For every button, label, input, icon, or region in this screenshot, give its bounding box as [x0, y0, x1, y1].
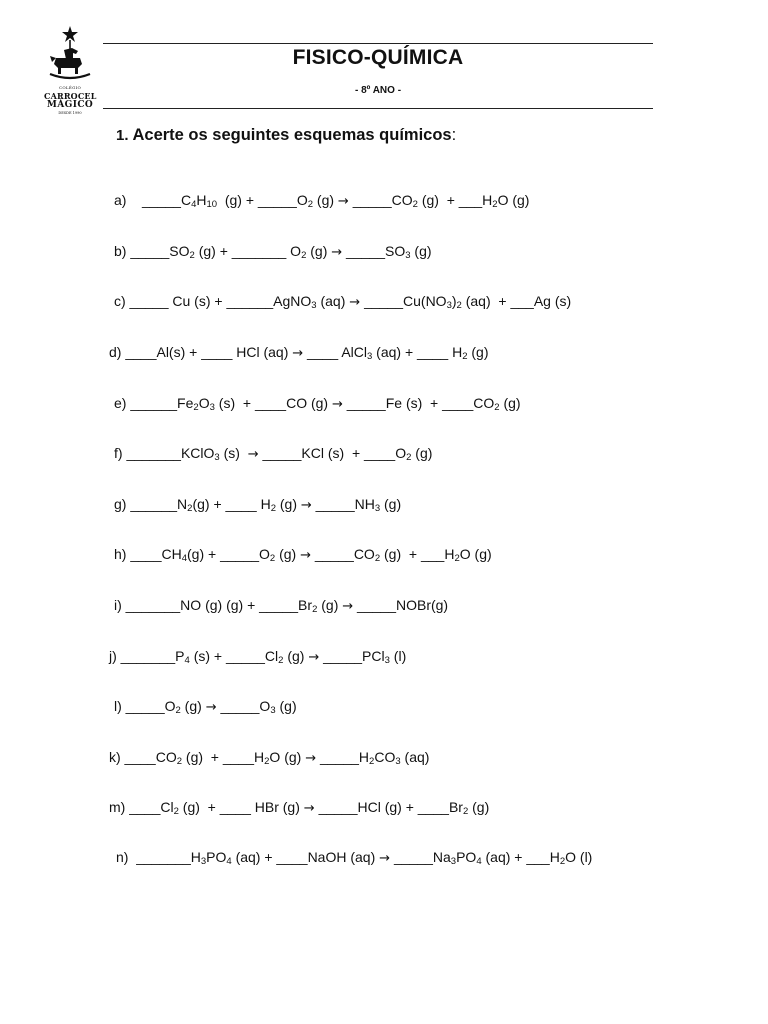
subscript: 2: [559, 856, 566, 867]
subscript: 10: [206, 199, 218, 210]
subscript: 3: [270, 705, 276, 716]
subscript: 2: [456, 300, 462, 311]
equation-text: ____CH: [126, 546, 182, 562]
subscript: 2: [412, 199, 418, 210]
equation-text: (g): [499, 395, 521, 411]
subscript: 2: [307, 199, 314, 210]
equation-text: (g): [180, 698, 206, 714]
reaction-arrow-icon: →: [337, 194, 349, 209]
reaction-arrow-icon: →: [331, 245, 343, 260]
logo-line-1: CARROCEL: [44, 91, 97, 101]
subscript: 3: [367, 351, 373, 362]
equation-label: h): [114, 546, 127, 562]
subscript: 2: [374, 553, 381, 564]
equation-text: _____NOBr(g): [353, 597, 449, 613]
subscript: 2: [462, 351, 468, 362]
subscript: 3: [395, 756, 401, 767]
equation-text: (aq): [316, 293, 350, 309]
equation-text: (g) + ____H: [182, 749, 265, 765]
subscript: 4: [226, 856, 232, 867]
equation-text: (l): [389, 648, 407, 664]
equation-text: (aq) + ____ H: [372, 344, 463, 360]
equation-label: n): [116, 849, 129, 865]
subscript: 2: [492, 199, 498, 210]
reaction-arrow-icon: →: [300, 548, 311, 563]
equation-text: ): [451, 293, 457, 309]
subscript: 4: [184, 655, 190, 666]
subscript: 3: [405, 250, 411, 261]
equation-text: (g): [468, 799, 490, 815]
logo-line-2: MÁGICO: [46, 100, 94, 110]
equation-text: CO: [374, 749, 396, 765]
equation-text: (aq): [400, 749, 430, 765]
equation-text: O (g): [459, 546, 492, 562]
subscript: 3: [209, 402, 215, 413]
equation-d: [109, 345, 488, 360]
equation-text: (g): [283, 648, 309, 664]
question-heading: [116, 126, 456, 145]
equation-text: (g) + ___H: [417, 192, 493, 208]
equation-text: _______KClO: [122, 445, 215, 461]
equation-text: _____PCl: [319, 648, 385, 664]
equation-m: [109, 800, 489, 815]
equation-label: j): [109, 648, 117, 664]
subscript: 2: [462, 806, 469, 817]
subscript: 3: [311, 300, 317, 311]
subscript: 3: [450, 856, 457, 867]
reaction-arrow-icon: →: [331, 397, 343, 412]
equation-text: _____NH: [311, 496, 375, 512]
equation-i: [114, 598, 448, 613]
equation-text: (g) + ____ HBr (g): [178, 799, 304, 815]
equation-text: _____CO: [348, 192, 413, 208]
equation-text: (aq) + ___Ag (s): [461, 293, 572, 309]
equation-text: PO: [206, 849, 227, 865]
equation-text: _____CO: [311, 546, 375, 562]
equation-j: [109, 649, 406, 664]
logo-small-text: COLÉGIO: [58, 85, 82, 90]
equation-label: l): [114, 698, 122, 714]
subscript: 2: [176, 756, 183, 767]
equation-text: (g) + _______ O: [194, 243, 302, 259]
subscript: 2: [454, 553, 460, 564]
subscript: 2: [301, 250, 307, 261]
equation-text: (g): [317, 597, 343, 613]
equation-label: f): [114, 445, 123, 461]
subscript: 3: [214, 452, 220, 463]
equation-text: (g): [275, 546, 301, 562]
equation-text: _____Fe (s) + ____CO: [342, 395, 495, 411]
equation-text: (g): [275, 496, 301, 512]
equation-text: ____CO: [120, 749, 177, 765]
equation-text: (g) + _____O: [217, 192, 308, 208]
equation-text: O (g): [269, 749, 306, 765]
equation-label: i): [114, 597, 122, 613]
subscript: 3: [374, 503, 381, 514]
school-logo: [44, 24, 96, 120]
equation-text: _______NO (g) (g) + _____Br: [121, 597, 313, 613]
header-bottom-rule: [103, 108, 653, 109]
equation-h: [114, 547, 492, 562]
subscript: 2: [278, 655, 284, 666]
equation-label: d): [109, 344, 122, 360]
equation-label: a): [114, 192, 127, 208]
equation-text: O (g): [497, 192, 530, 208]
subscript: 2: [406, 452, 412, 463]
equation-text: O: [198, 395, 210, 411]
reaction-arrow-icon: →: [303, 801, 315, 816]
equation-text: (g) + _____O: [187, 546, 270, 562]
subscript: 2: [189, 250, 195, 261]
equation-text: (g): [275, 698, 297, 714]
logo-year: DESDE 1990: [58, 111, 82, 115]
equation-label: e): [114, 395, 127, 411]
rocking-horse-icon: [44, 24, 96, 84]
subscript: 2: [369, 756, 375, 767]
reaction-arrow-icon: →: [379, 851, 391, 866]
reaction-arrow-icon: →: [300, 498, 312, 513]
subscript: 2: [173, 806, 179, 817]
equation-b: [114, 244, 432, 259]
subscript: 3: [200, 856, 207, 867]
reaction-arrow-icon: →: [349, 295, 361, 310]
subscript: 2: [175, 705, 181, 716]
equation-e: [114, 396, 521, 411]
equation-text: ____ AlCl: [303, 344, 367, 360]
subscript: 2: [270, 503, 276, 514]
equation-f: [114, 446, 432, 461]
equation-text: (aq) + ____NaOH (aq): [231, 849, 380, 865]
equation-text: PO: [456, 849, 477, 865]
equation-g: [114, 497, 401, 512]
page-subtitle: - 8º ANO -: [354, 85, 402, 96]
equation-text: (g): [380, 496, 402, 512]
equation-text: (s): [219, 445, 248, 461]
equation-text: ____Al(s) + ____ HCl (aq): [121, 344, 293, 360]
equation-text: _____H: [316, 749, 370, 765]
reaction-arrow-icon: →: [205, 700, 217, 715]
equation-text: (g): [313, 192, 338, 208]
equation-c: [114, 294, 571, 309]
question-colon: :: [451, 126, 457, 144]
equation-text: O (l): [565, 849, 593, 865]
subscript: 2: [193, 402, 199, 413]
equation-text: (g): [411, 445, 433, 461]
subscript: 4: [191, 199, 197, 210]
reaction-arrow-icon: →: [292, 346, 304, 361]
equation-text: (g) + ___H: [380, 546, 455, 562]
reaction-arrow-icon: →: [342, 599, 354, 614]
equation-text: _______H: [128, 849, 201, 865]
equation-text: (g): [410, 243, 432, 259]
equation-text: _____ Cu (s) + ______AgNO: [125, 293, 312, 309]
subscript: 2: [269, 553, 276, 564]
equation-a: [114, 193, 529, 208]
equation-label: c): [114, 293, 126, 309]
equation-text: ______Fe: [126, 395, 194, 411]
question-text: Acerte os seguintes esquemas químicos: [128, 126, 452, 144]
equation-text: _____O: [121, 698, 176, 714]
equation-text: _____KCl (s) + ____O: [258, 445, 407, 461]
equation-text: _______P: [116, 648, 185, 664]
equation-text: _____C: [126, 192, 192, 208]
subscript: 3: [446, 300, 452, 311]
header-top-rule: [103, 43, 653, 44]
equation-text: (g) + ____ H: [192, 496, 271, 512]
subscript: 3: [384, 655, 390, 666]
equation-text: ______N: [126, 496, 188, 512]
subscript: 4: [476, 856, 482, 867]
equation-text: H: [196, 192, 207, 208]
equation-label: g): [114, 496, 127, 512]
equation-text: (aq) + ___H: [481, 849, 560, 865]
equation-text: (g): [467, 344, 489, 360]
subscript: 2: [264, 756, 270, 767]
equation-label: k): [109, 749, 121, 765]
equation-text: (g): [306, 243, 332, 259]
equation-l: [114, 699, 297, 714]
reaction-arrow-icon: →: [247, 447, 259, 462]
equation-k: [109, 750, 429, 765]
subscript: 2: [494, 402, 500, 413]
equation-text: _____HCl (g) + ____Br: [314, 799, 463, 815]
equation-text: _____O: [216, 698, 271, 714]
equation-n: [116, 850, 592, 865]
page-title: FISICO-QUÍMICA: [292, 46, 464, 69]
equation-text: (s) + _____Cl: [189, 648, 279, 664]
equation-text: _____SO: [342, 243, 406, 259]
equation-label: b): [114, 243, 127, 259]
subscript: 4: [181, 553, 188, 564]
subscript: 2: [187, 503, 193, 514]
subscript: 2: [312, 604, 318, 615]
question-number: 1.: [116, 127, 129, 144]
reaction-arrow-icon: →: [308, 650, 320, 665]
equation-text: ____Cl: [125, 799, 174, 815]
equation-text: (s) + ____CO (g): [214, 395, 332, 411]
equation-label: m): [109, 799, 126, 815]
equation-text: _____SO: [126, 243, 190, 259]
equation-text: _____Cu(NO: [360, 293, 447, 309]
reaction-arrow-icon: →: [305, 751, 317, 766]
equation-text: _____Na: [390, 849, 451, 865]
